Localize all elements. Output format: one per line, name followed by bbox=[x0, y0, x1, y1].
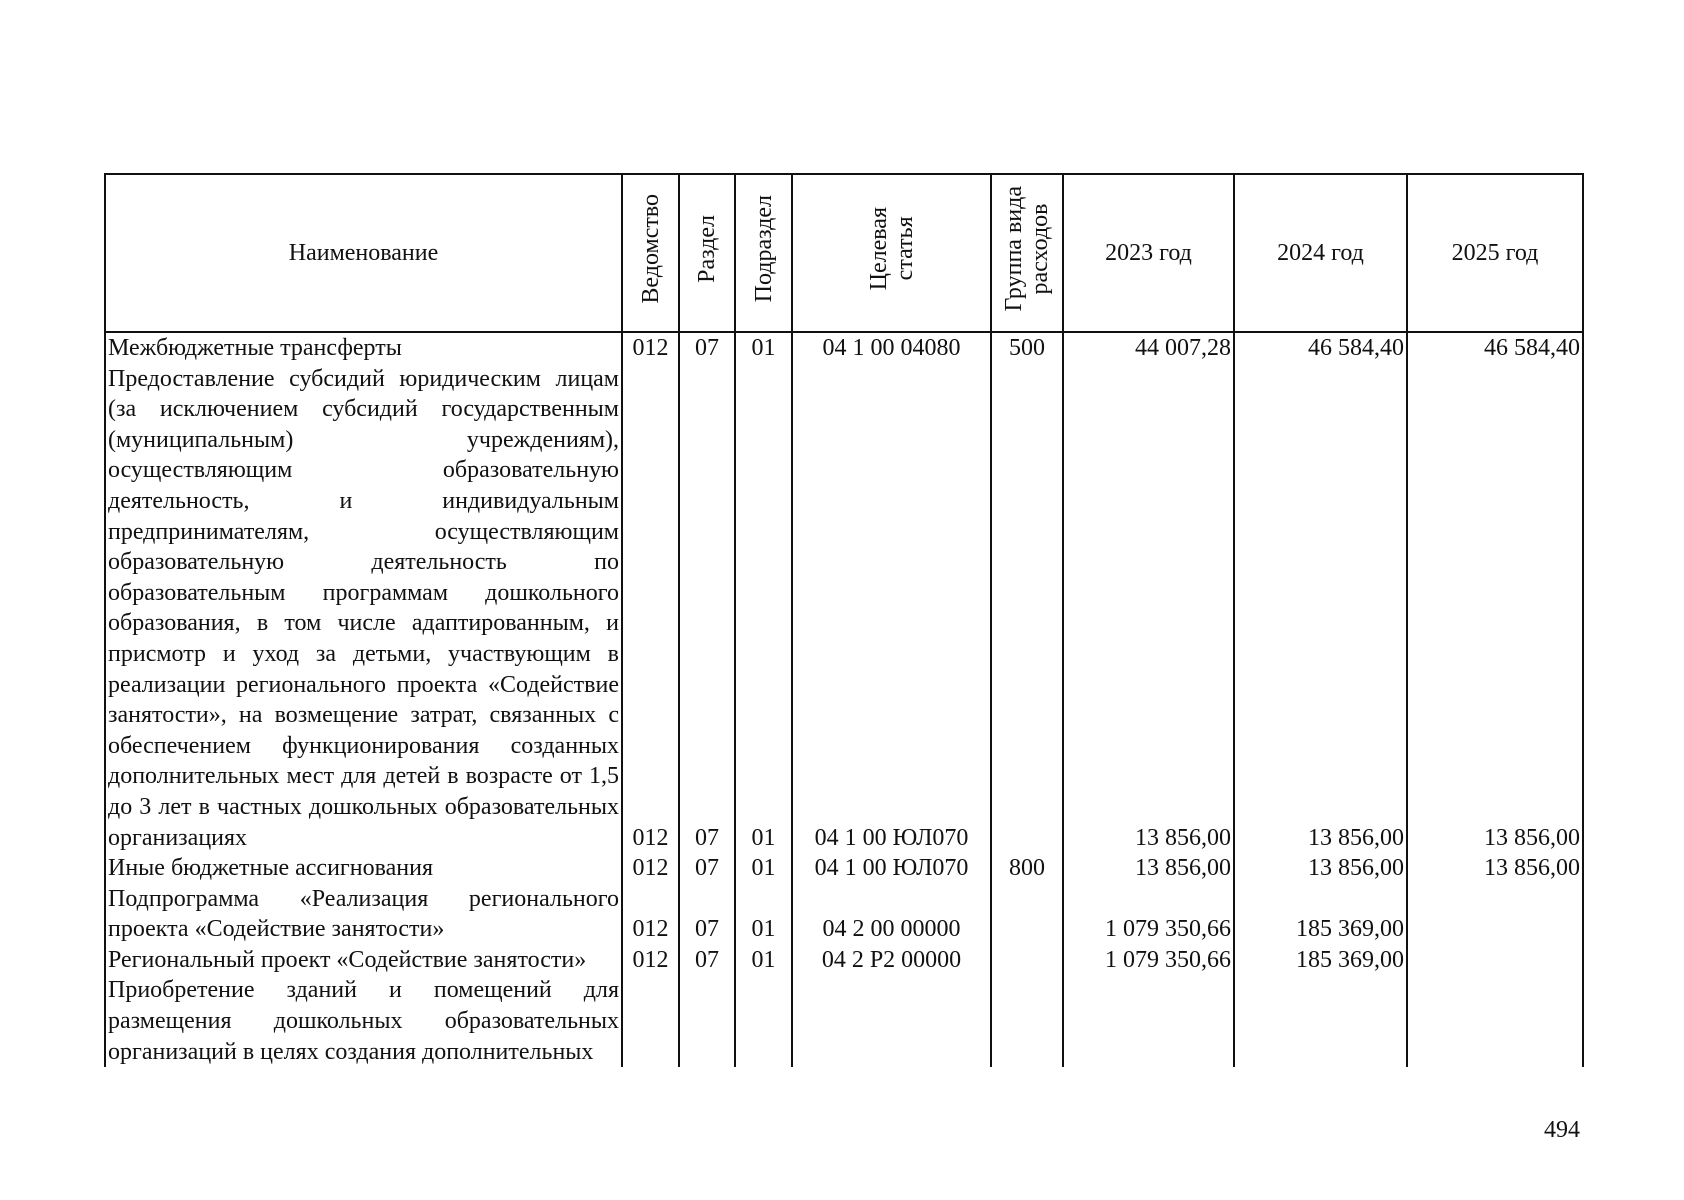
row-razdel: 07 bbox=[679, 853, 735, 884]
row-value-2023: 13 856,00 bbox=[1063, 364, 1234, 854]
row-vedomstvo: 012 bbox=[622, 884, 679, 945]
header-gruppa-vida-rashodov: Группа вида расходов bbox=[991, 174, 1063, 332]
row-value-2024: 185 369,00 bbox=[1234, 945, 1407, 976]
row-value-2024: 13 856,00 bbox=[1234, 364, 1407, 854]
header-year-2023: 2023 год bbox=[1063, 174, 1234, 332]
row-name: Межбюджетные трансферты bbox=[105, 332, 622, 364]
row-podrazdel: 01 bbox=[735, 884, 792, 945]
table-row bbox=[105, 332, 1583, 364]
row-razdel bbox=[679, 975, 735, 1067]
row-gruppa bbox=[991, 364, 1063, 854]
row-podrazdel: 01 bbox=[735, 945, 792, 976]
row-name: Подпрограмма «Реализация регионального проекта «Содействие занятости» bbox=[105, 884, 622, 945]
row-celevaya-statya: 04 1 00 ЮЛ070 bbox=[792, 853, 991, 884]
row-razdel: 07 bbox=[679, 364, 735, 854]
row-name: Приобретение зданий и помещений для размещения дошкольных образовательных организаций в целях создания дополнительных bbox=[105, 975, 622, 1067]
row-value-2023: 1 079 350,66 bbox=[1063, 884, 1234, 945]
row-value-2025: 46 584,40 bbox=[1407, 332, 1583, 364]
row-gruppa bbox=[991, 975, 1063, 1067]
table-row bbox=[105, 975, 1583, 1067]
row-podrazdel: 01 bbox=[735, 853, 792, 884]
row-razdel: 07 bbox=[679, 945, 735, 976]
row-value-2023 bbox=[1063, 975, 1234, 1067]
row-vedomstvo bbox=[622, 975, 679, 1067]
row-name: Предоставление субсидий юридическим лицам (за исключением субсидий государственным (муниципальным) учреждениям), осуществляющим образовательную деятельность, и индивидуальным предпринимателям, осуществляющим образовательную деятельность по образовательным программам дошкольного образования, в том числе адаптированным, и присмотр и уход за детьми, участвующим в реализации регионального проекта «Содействие занятости», на возмещение затрат, связанных с обеспечением функционирования созданных дополнительных мест для детей в возрасте от 1,5 до 3 лет в частных дошкольных образовательных организациях bbox=[105, 364, 622, 854]
page-number: 494 bbox=[1544, 1117, 1580, 1143]
row-value-2023: 13 856,00 bbox=[1063, 853, 1234, 884]
row-podrazdel: 01 bbox=[735, 332, 792, 364]
row-value-2025 bbox=[1407, 975, 1583, 1067]
budget-table bbox=[104, 173, 1584, 1067]
row-value-2024: 46 584,40 bbox=[1234, 332, 1407, 364]
row-vedomstvo: 012 bbox=[622, 364, 679, 854]
header-name: Наименование bbox=[105, 174, 622, 332]
row-value-2025 bbox=[1407, 945, 1583, 976]
row-gruppa bbox=[991, 945, 1063, 976]
header-podrazdel: Подраздел bbox=[735, 174, 792, 332]
row-gruppa: 500 bbox=[991, 332, 1063, 364]
row-vedomstvo: 012 bbox=[622, 853, 679, 884]
row-value-2024: 13 856,00 bbox=[1234, 853, 1407, 884]
header-year-2024: 2024 год bbox=[1234, 174, 1407, 332]
row-value-2023: 1 079 350,66 bbox=[1063, 945, 1234, 976]
row-podrazdel: 01 bbox=[735, 364, 792, 854]
row-razdel: 07 bbox=[679, 884, 735, 945]
header-celevaya-statya: Целевая статья bbox=[792, 174, 991, 332]
table-row bbox=[105, 364, 1583, 854]
row-celevaya-statya: 04 1 00 ЮЛ070 bbox=[792, 364, 991, 854]
table-row bbox=[105, 945, 1583, 976]
row-name: Иные бюджетные ассигнования bbox=[105, 853, 622, 884]
row-value-2025 bbox=[1407, 884, 1583, 945]
row-vedomstvo: 012 bbox=[622, 945, 679, 976]
table-row bbox=[105, 853, 1583, 884]
row-value-2024: 185 369,00 bbox=[1234, 884, 1407, 945]
row-vedomstvo: 012 bbox=[622, 332, 679, 364]
row-gruppa: 800 bbox=[991, 853, 1063, 884]
row-value-2025: 13 856,00 bbox=[1407, 364, 1583, 854]
table-row bbox=[105, 884, 1583, 945]
row-value-2023: 44 007,28 bbox=[1063, 332, 1234, 364]
row-name: Региональный проект «Содействие занятости» bbox=[105, 945, 622, 976]
row-value-2024 bbox=[1234, 975, 1407, 1067]
row-gruppa bbox=[991, 884, 1063, 945]
row-celevaya-statya: 04 1 00 04080 bbox=[792, 332, 991, 364]
row-value-2025: 13 856,00 bbox=[1407, 853, 1583, 884]
header-razdel: Раздел bbox=[679, 174, 735, 332]
row-celevaya-statya: 04 2 P2 00000 bbox=[792, 945, 991, 976]
row-podrazdel bbox=[735, 975, 792, 1067]
row-celevaya-statya bbox=[792, 975, 991, 1067]
row-razdel: 07 bbox=[679, 332, 735, 364]
header-vedomstvo: Ведомство bbox=[622, 174, 679, 332]
row-celevaya-statya: 04 2 00 00000 bbox=[792, 884, 991, 945]
table-header-row bbox=[105, 174, 1583, 332]
header-year-2025: 2025 год bbox=[1407, 174, 1583, 332]
